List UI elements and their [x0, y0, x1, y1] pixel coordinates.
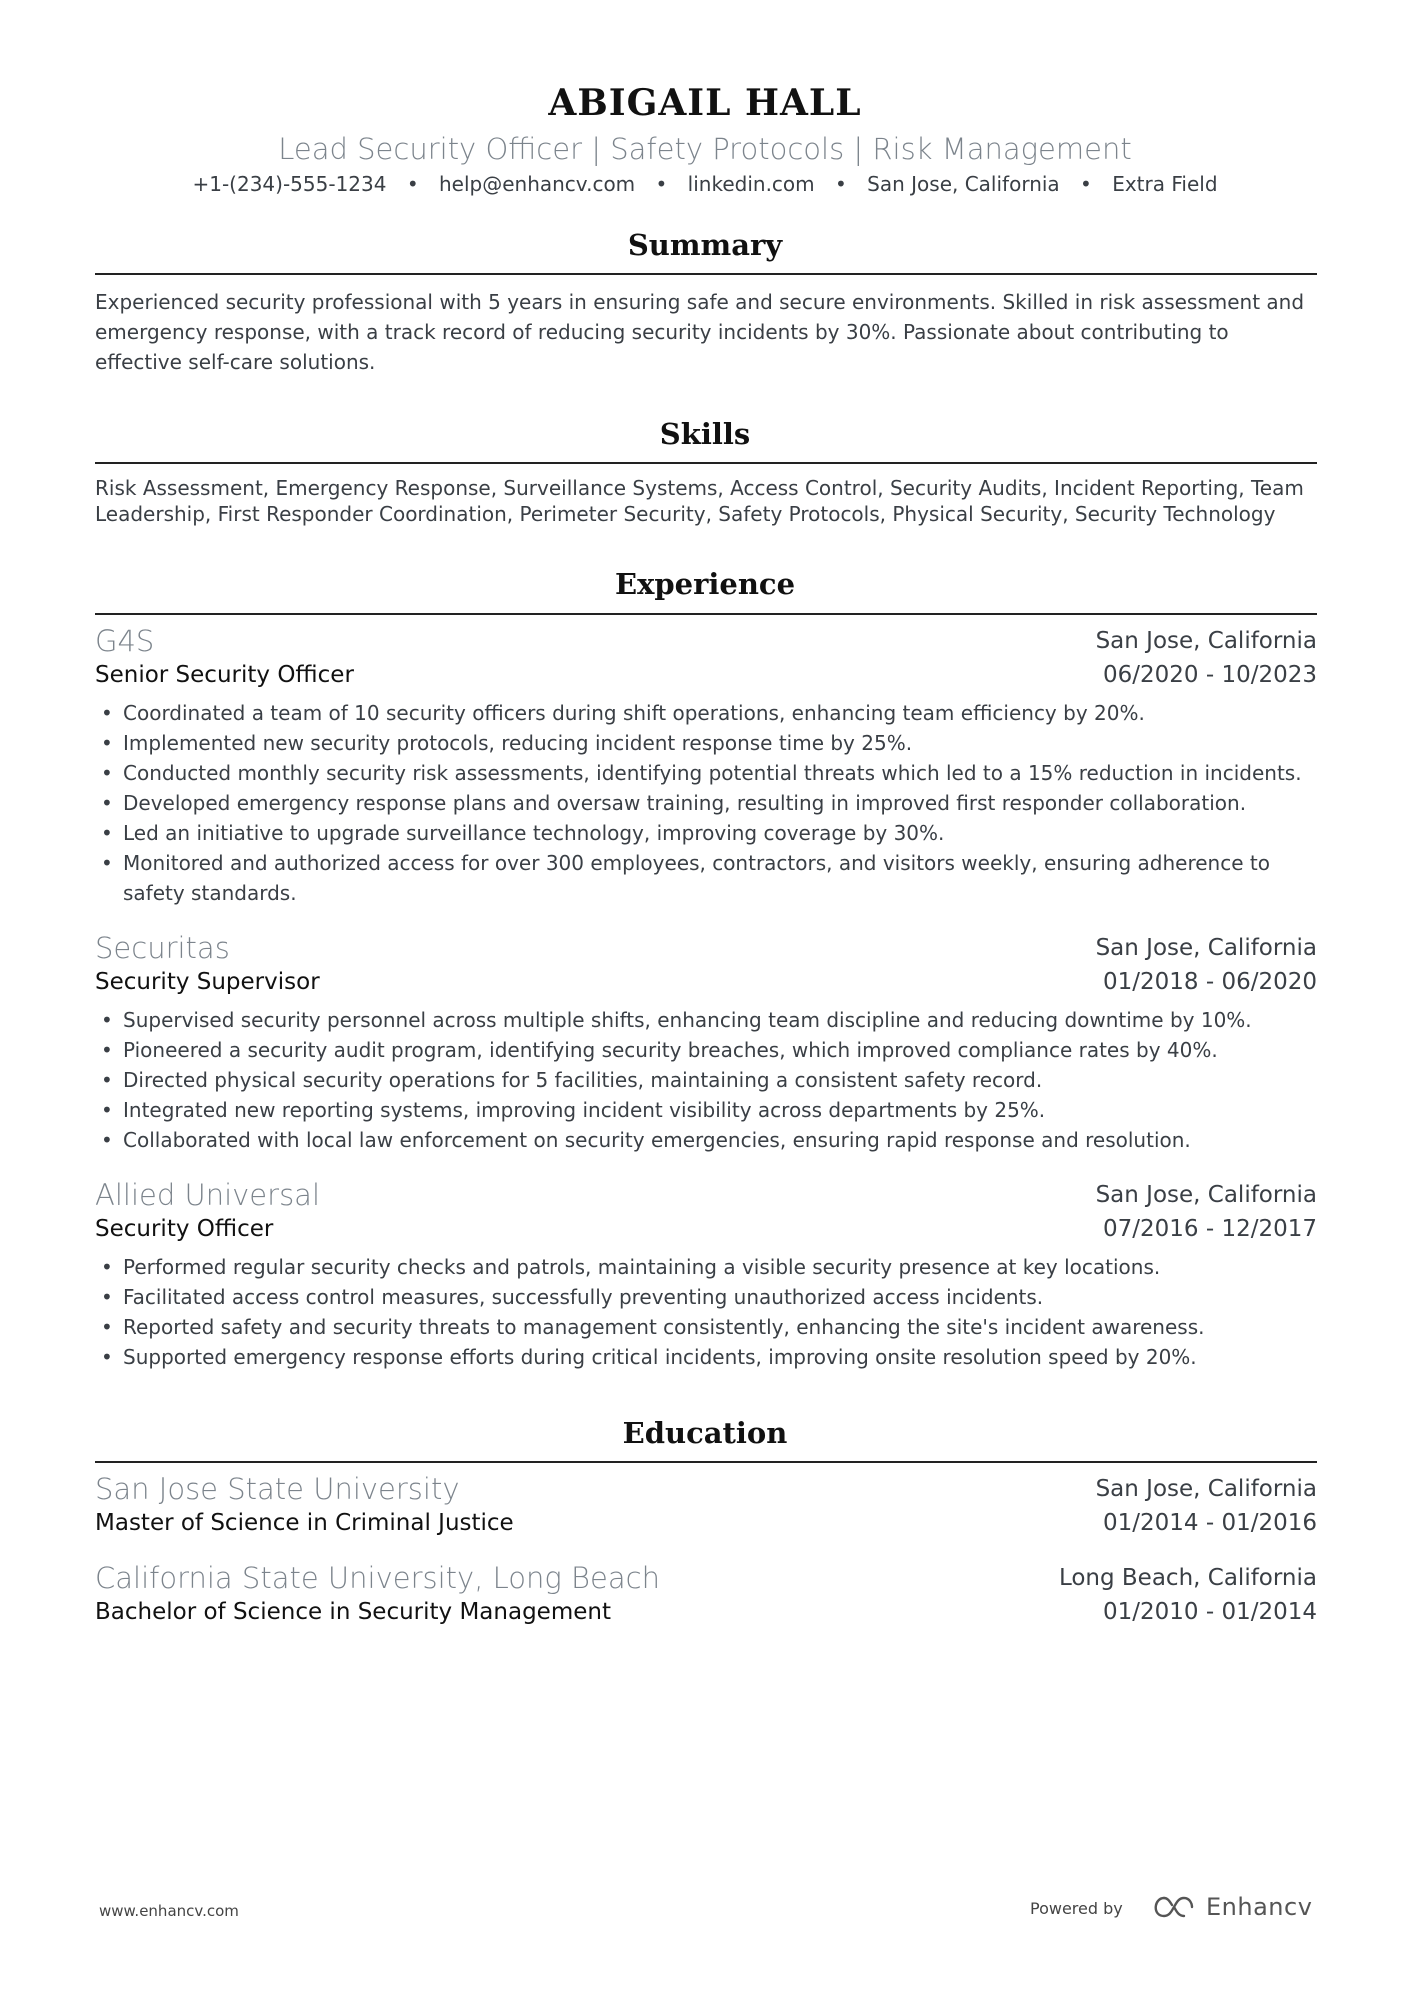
summary-divider	[95, 273, 1317, 275]
contact-separator: •	[1080, 172, 1092, 196]
school-name: San Jose State University	[95, 1472, 460, 1506]
job-title: Security Supervisor	[95, 969, 320, 995]
contact-line	[0, 172, 1410, 196]
list-item: • Integrated new reporting systems, improving incident visibility across departments by 25%.	[95, 1095, 1317, 1125]
education-dates: 01/2014 - 01/2016	[1102, 1510, 1317, 1536]
company-name: Securitas	[95, 931, 230, 965]
contact-separator: •	[835, 172, 847, 196]
degree-title: Master of Science in Criminal Justice	[95, 1510, 514, 1536]
list-item: • Conducted monthly security risk assessments, identifying potential threats which led to a 15% reduction in incidents.	[95, 758, 1317, 788]
bullet-icon: •	[101, 851, 113, 875]
powered-by-label: Powered by	[1030, 1899, 1123, 1918]
bullet-icon: •	[101, 1038, 113, 1062]
education-dates: 01/2010 - 01/2014	[1102, 1599, 1317, 1625]
list-item: • Led an initiative to upgrade surveillance technology, improving coverage by 30%.	[95, 818, 1317, 848]
contact-separator: •	[406, 172, 419, 196]
list-item: • Collaborated with local law enforcement on security emergencies, ensuring rapid response and resolution.	[95, 1125, 1317, 1155]
bullet-icon: •	[101, 761, 113, 785]
experience-entry	[95, 624, 1317, 908]
bullet-icon: •	[101, 1315, 113, 1339]
list-item: • Reported safety and security threats to management consistently, enhancing the site's incident awareness.	[95, 1312, 1317, 1342]
bullet-icon: •	[101, 1098, 113, 1122]
summary-text: Experienced security professional with 5 years in ensuring safe and secure environments. Skilled in risk assessment and emergency response, with a track record of reducing security incidents by 30%. Passionate about contributing to effective self-care solutions.	[95, 290, 1305, 374]
list-item: • Coordinated a team of 10 security officers during shift operations, enhancing team efficiency by 20%.	[95, 698, 1317, 728]
job-title: Senior Security Officer	[95, 662, 354, 688]
candidate-tagline: Lead Security Officer | Safety Protocols | Risk Management	[278, 132, 1132, 166]
contact-phone: +1-(234)-555-1234	[192, 172, 387, 196]
contact-extra: Extra Field	[1112, 172, 1218, 196]
candidate-name: ABIGAIL HALL	[548, 82, 862, 124]
company-name: G4S	[95, 624, 155, 658]
company-name: Allied Universal	[95, 1178, 321, 1212]
job-dates: 01/2018 - 06/2020	[1102, 969, 1317, 995]
contact-linkedin[interactable]: linkedin.com	[687, 172, 815, 196]
summary-heading: Summary	[627, 228, 783, 262]
school-location: Long Beach, California	[1058, 1565, 1317, 1591]
job-location: San Jose, California	[1095, 1182, 1317, 1208]
contact-location: San Jose, California	[867, 172, 1060, 196]
degree-title: Bachelor of Science in Security Management	[95, 1599, 611, 1625]
education-entry	[95, 1561, 1317, 1633]
footer-website-link[interactable]: www.enhancv.com	[99, 1902, 239, 1920]
experience-entry	[95, 1178, 1317, 1372]
school-name: California State University, Long Beach	[95, 1561, 660, 1595]
bullet-icon: •	[101, 1008, 113, 1032]
education-divider	[95, 1461, 1317, 1463]
list-item: • Performed regular security checks and patrols, maintaining a visible security presence at key locations.	[95, 1252, 1317, 1282]
education-entry	[95, 1472, 1317, 1544]
job-dates: 07/2016 - 12/2017	[1102, 1216, 1317, 1242]
experience-divider	[95, 613, 1317, 615]
experience-heading: Experience	[614, 567, 796, 601]
list-item: • Facilitated access control measures, successfully preventing unauthorized access incidents.	[95, 1282, 1317, 1312]
skills-divider	[95, 462, 1317, 464]
job-location: San Jose, California	[1095, 935, 1317, 961]
bullet-icon: •	[101, 1128, 113, 1152]
bullet-icon: •	[101, 821, 113, 845]
school-location: San Jose, California	[1095, 1476, 1317, 1502]
experience-entry	[95, 931, 1317, 1155]
education-heading: Education	[622, 1416, 788, 1450]
bullet-icon: •	[101, 1255, 113, 1279]
bullet-icon: •	[101, 731, 113, 755]
list-item: • Directed physical security operations for 5 facilities, maintaining a consistent safety record.	[95, 1065, 1317, 1095]
list-item: • Monitored and authorized access for over 300 employees, contractors, and visitors weekly, ensuring adherence to safety standards.	[95, 848, 1317, 908]
list-item: • Supervised security personnel across multiple shifts, enhancing team discipline and reducing downtime by 10%.	[95, 1005, 1317, 1035]
job-dates: 06/2020 - 10/2023	[1102, 662, 1317, 688]
job-bullets	[95, 698, 1317, 908]
contact-separator: •	[655, 172, 668, 196]
list-item: • Developed emergency response plans and oversaw training, resulting in improved first responder collaboration.	[95, 788, 1317, 818]
skills-text: Risk Assessment, Emergency Response, Surveillance Systems, Access Control, Security Audits, Incident Reporting, Team Leadership, First Responder Coordination, Perimeter Security, Safety Protocols, Physical Security, Security Technology	[95, 476, 1304, 526]
list-item: • Pioneered a security audit program, identifying security breaches, which improved compliance rates by 40%.	[95, 1035, 1317, 1065]
brand-name[interactable]: Enhancv	[1206, 1893, 1313, 1921]
bullet-icon: •	[101, 701, 113, 725]
bullet-icon: •	[101, 791, 113, 815]
contact-email[interactable]: help@enhancv.com	[438, 172, 636, 196]
job-bullets	[95, 1252, 1317, 1372]
job-location: San Jose, California	[1095, 628, 1317, 654]
bullet-icon: •	[101, 1285, 113, 1309]
enhancv-logo-icon	[1148, 1892, 1196, 1922]
list-item: • Implemented new security protocols, reducing incident response time by 25%.	[95, 728, 1317, 758]
bullet-icon: •	[101, 1068, 113, 1092]
skills-heading: Skills	[659, 417, 751, 451]
job-bullets	[95, 1005, 1317, 1155]
job-title: Security Officer	[95, 1216, 274, 1242]
bullet-icon: •	[101, 1345, 113, 1369]
list-item: • Supported emergency response efforts during critical incidents, improving onsite resolution speed by 20%.	[95, 1342, 1317, 1372]
